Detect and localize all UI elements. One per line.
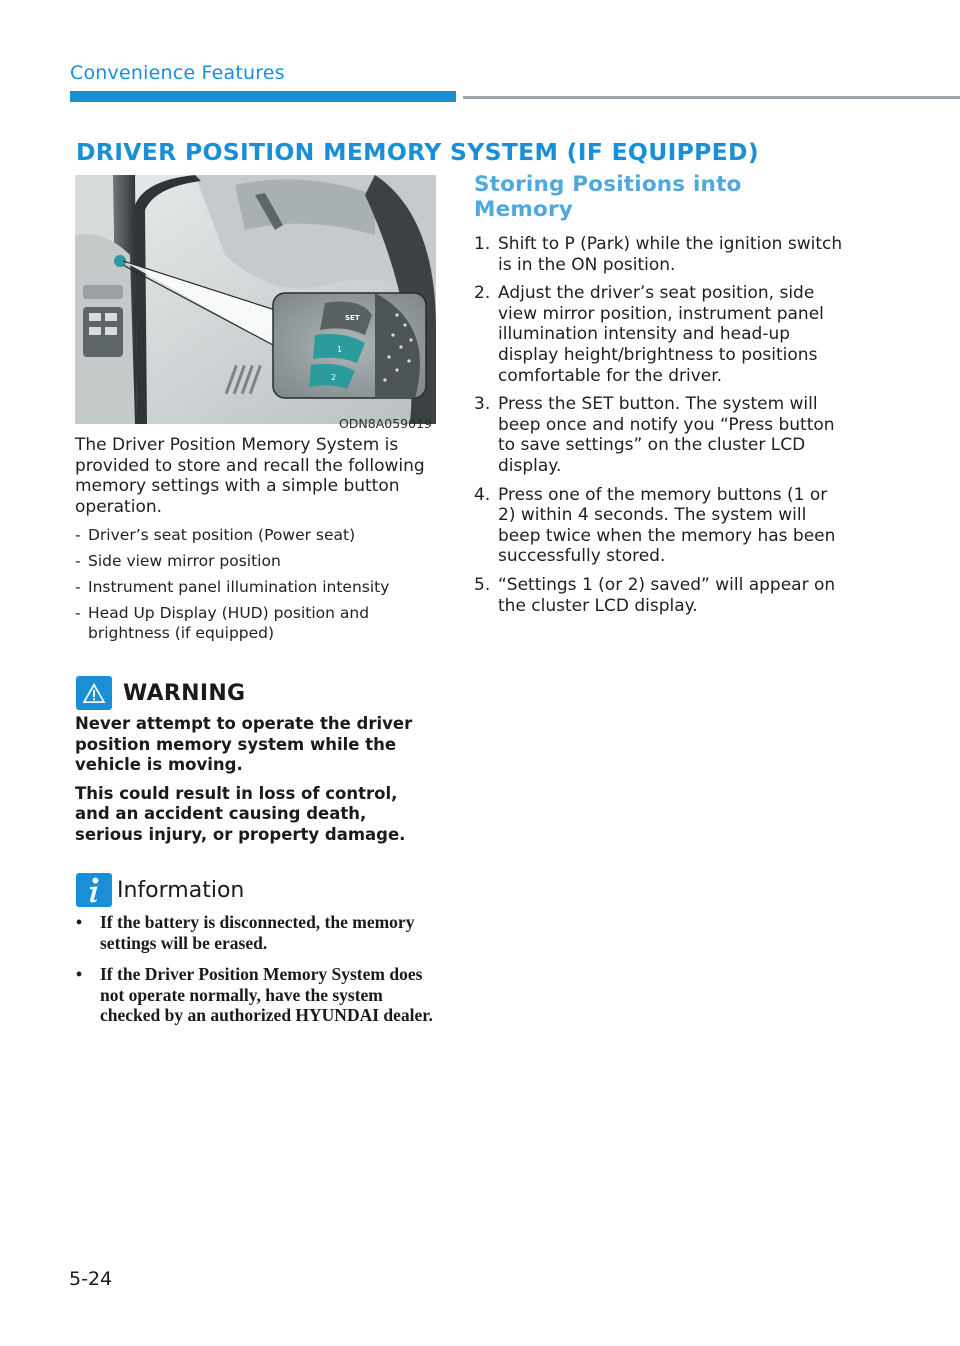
step-item: 2. Adjust the driver’s seat position, side view mirror position, instrument panel illumination intensity and head-up display height/brightness to positions comfortable for the driver.	[474, 283, 824, 386]
running-header: Convenience Features	[70, 62, 285, 84]
warning-triangle-icon	[76, 676, 112, 710]
warning-title: WARNING	[123, 680, 246, 706]
door-panel-drawing	[75, 175, 436, 424]
section-title: DRIVER POSITION MEMORY SYSTEM (IF EQUIPPED)	[76, 138, 759, 166]
information-body	[76, 912, 436, 1037]
intro-block	[75, 435, 440, 649]
header-rule-blue	[70, 91, 456, 102]
storing-title: Storing Positions into Memory	[474, 172, 742, 222]
set-button-label: SET	[345, 314, 360, 322]
information-title: Information	[117, 877, 245, 903]
list-item: - Side view mirror position	[75, 552, 281, 571]
storing-section	[474, 172, 844, 624]
step-item: 5. “Settings 1 (or 2) saved” will appear on the cluster LCD display.	[474, 574, 836, 616]
storing-steps	[474, 234, 844, 616]
warning-body	[75, 714, 435, 853]
page-number: 5-24	[69, 1268, 113, 1290]
warning-heading	[76, 676, 245, 710]
memory-button-1-label: 1	[337, 345, 343, 354]
list-item: • If the Driver Position Memory System does not operate normally, have the system checked by an authorized HYUNDAI dealer.	[76, 964, 433, 1025]
settings-list	[75, 525, 440, 643]
door-panel-illustration	[75, 175, 436, 424]
warning-paragraph: This could result in loss of control, and an accident causing death, serious injury, or property damage.	[75, 783, 406, 844]
information-heading	[76, 873, 244, 907]
step-item: 4. Press one of the memory buttons (1 or 2) within 4 seconds. The system will beep twice when the memory has been successfully stored.	[474, 484, 836, 567]
information-list	[76, 912, 436, 1026]
warning-paragraph: Never attempt to operate the driver position memory system while the vehicle is moving.	[75, 714, 413, 774]
figure-caption: ODN8A059019	[338, 416, 432, 431]
memory-button-2-label: 2	[331, 373, 337, 382]
step-item: 1. Shift to P (Park) while the ignition switch is in the ON position.	[474, 234, 843, 275]
step-item: 3. Press the SET button. The system will beep once and notify you “Press button to save settings” on the cluster LCD display.	[474, 394, 835, 476]
list-item: - Instrument panel illumination intensity	[75, 578, 390, 597]
list-item: - Head Up Display (HUD) position and brightness (if equipped)	[75, 604, 370, 643]
list-item: - Driver’s seat position (Power seat)	[75, 526, 356, 545]
info-i-icon	[76, 873, 112, 907]
list-item: • If the battery is disconnected, the memory settings will be erased.	[76, 912, 415, 953]
header-rule-gray	[463, 96, 960, 99]
intro-paragraph: The Driver Position Memory System is provided to store and recall the following memory settings with a simple button operation.	[75, 435, 425, 517]
